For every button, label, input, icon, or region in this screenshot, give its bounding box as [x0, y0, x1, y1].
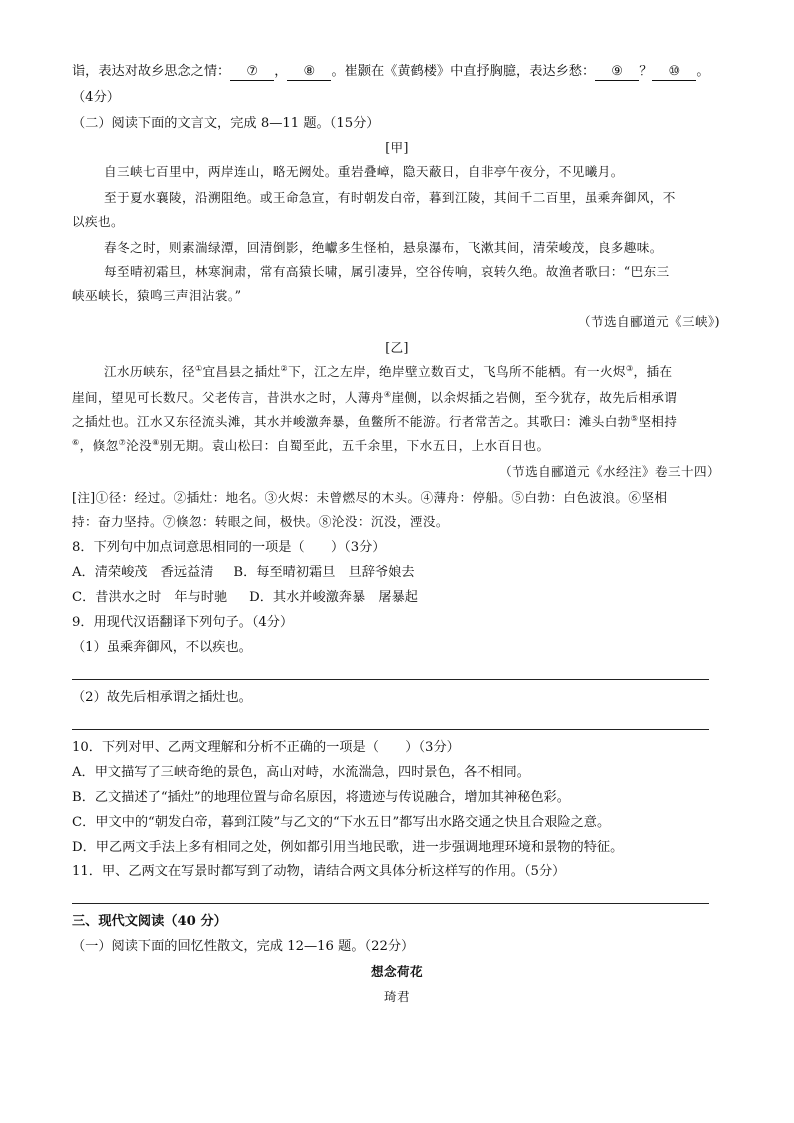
- passage-yi-line1: [104, 362, 673, 382]
- answer-blank-8[interactable]: ⑧: [287, 63, 331, 81]
- option-d[interactable]: D．甲乙两文手法上多有相同之处，例如都引用当地民歌，进一步强调地理环境和景物的特征。: [72, 840, 624, 855]
- separator: ，: [274, 64, 288, 79]
- footnote-marker: ⑥: [72, 437, 80, 447]
- option-a[interactable]: A．清荣峻茂 香远益清: [72, 565, 214, 580]
- text: 崖侧，以余烬插之岩侧，至今犹存，故先后相承谓: [391, 390, 678, 405]
- option-c[interactable]: C．甲文中的“朝发白帝，暮到江陵”与乙文的“下水五日”都写出水路交通之快且合艰险之意。: [72, 815, 611, 830]
- footnote-marker: ①: [194, 363, 203, 373]
- passage-jia-p2: 至于夏水襄陵，沿溯阻绝。或王命急宣，有时朝发白帝，暮到江陵，其间千二百里，虽乘奔御风，不: [104, 190, 676, 205]
- text: 之插灶也。江水又东径流头滩，其水并峻激奔暴，鱼鳖所不能游。行者常苦之。其歌曰：滩头白勃: [72, 414, 631, 429]
- question-9-sentence-1: （1）虽乘奔御风，不以疾也。: [72, 640, 252, 655]
- passage-yi-source: （节选自郦道元《水经注》卷三十四）: [499, 464, 720, 479]
- answer-blank-7[interactable]: ⑦: [230, 63, 274, 81]
- fill-text: 诣，表达对故乡思念之情：: [72, 64, 231, 79]
- section3-heading: 三、现代文阅读（40 分）: [72, 914, 227, 929]
- text: ，倏忽: [79, 438, 119, 453]
- text: 江水历峡东，径: [104, 364, 195, 379]
- option-a[interactable]: A．甲文描写了三峡奇绝的景色，高山对峙，水流湍急，四时景色，各不相同。: [72, 765, 530, 780]
- passage-jia-source: （节选自郦道元《三峡》): [578, 314, 720, 329]
- text: 别无期。袁山松曰：自蜀至此，五千余里，下水五日，上水百日也。: [159, 438, 550, 453]
- passage-yi-line4: [72, 436, 550, 456]
- question-9-sentence-2: （2）故先后相承谓之插灶也。: [72, 690, 252, 705]
- question-8-options-row2: [72, 588, 418, 608]
- text: 坚相持: [638, 414, 678, 429]
- annotation-note-cont: 持：奋力坚持。⑦倏忽：转眼之间，极快。⑧沦没：沉没，湮没。: [72, 514, 449, 529]
- passage-jia-label: [甲]: [385, 140, 409, 155]
- passage-jia-p1: 自三峡七百里中，两岸连山，略无阙处。重岩叠嶂，隐天蔽日，自非亭午夜分，不见曦月。: [104, 164, 624, 179]
- passage-jia-p4-cont: 峡巫峡长，猿鸣三声泪沾裳。”: [72, 288, 242, 303]
- footnote-marker: ⑧: [152, 437, 160, 447]
- passage-yi-line3: [72, 412, 677, 432]
- essay-author: 琦君: [384, 989, 410, 1004]
- option-b[interactable]: B．乙文描述了“插灶”的地理位置与命名原因，将遗迹与传说融合，增加其神秘色彩。: [72, 790, 570, 805]
- answer-blank-10[interactable]: ⑩: [652, 63, 696, 81]
- fill-blank-line: [72, 62, 710, 82]
- footnote-marker: ②: [280, 363, 289, 373]
- passage-yi-line2: [72, 388, 677, 408]
- annotation-note: [注]①径：经过。②插灶：地名。③火烬：未曾燃尽的木头。④薄舟：停船。⑤白勃：白色波浪。⑥坚相: [72, 490, 668, 505]
- question-11-stem: 11．甲、乙两文在写景时都写到了动物，请结合两文具体分析这样写的作用。（5分）: [72, 864, 566, 879]
- section2-heading: （二）阅读下面的文言文，完成 8—11 题。（15分）: [72, 116, 380, 131]
- section3-subheading: （一）阅读下面的回忆性散文，完成 12—16 题。（22分）: [72, 939, 415, 954]
- separator: 。: [696, 64, 710, 79]
- text: 崖间，望见可长数尺。父老传言，昔洪水之时，人薄舟: [72, 390, 384, 405]
- option-c[interactable]: C．昔洪水之时 年与时驰: [72, 590, 228, 605]
- footnote-marker: ⑤: [630, 413, 639, 423]
- passage-yi-label: [乙]: [385, 340, 409, 355]
- passage-jia-p4: 每至晴初霜旦，林寒涧肃，常有高猿长啸，属引凄异，空谷传响，哀转久绝。故渔者歌曰：“巴东三: [104, 264, 670, 279]
- essay-title: 想念荷花: [371, 964, 423, 979]
- footnote-marker: ④: [383, 389, 392, 399]
- answer-line-9-2[interactable]: [72, 729, 709, 730]
- passage-jia-p2-cont: 以疾也。: [72, 214, 124, 229]
- answer-line-11[interactable]: [72, 903, 709, 904]
- score-note: （4分）: [72, 90, 120, 105]
- text: 下，江之左岸，绝岸壁立数百丈，飞鸟所不能栖。有一火烬: [288, 364, 626, 379]
- option-b[interactable]: B．每至晴初霜旦 旦辞爷娘去: [233, 565, 415, 580]
- passage-jia-p3: 春冬之时，则素湍绿潭，回清倒影，绝巘多生怪柏，悬泉瀑布，飞漱其间，清荣峻茂，良多趣味。: [104, 240, 663, 255]
- footnote-marker: ③: [625, 363, 634, 373]
- answer-blank-9[interactable]: ⑨: [595, 63, 639, 81]
- question-8-options-row1: [72, 563, 415, 583]
- text: ，插在: [633, 364, 673, 379]
- option-d[interactable]: D．其水并峻激奔暴 屠暴起: [249, 590, 418, 605]
- fill-text: 。崔颢在《黄鹤楼》中直抒胸臆，表达乡愁：: [331, 64, 596, 79]
- footnote-marker: ⑦: [118, 437, 127, 447]
- text: 沦没: [126, 438, 153, 453]
- text: 宜昌县之插灶: [202, 364, 281, 379]
- separator: ？: [639, 64, 653, 79]
- question-10-stem: 10．下列对甲、乙两文理解和分析不正确的一项是（ ）（3分）: [72, 740, 460, 755]
- question-9-stem: 9．用现代汉语翻译下列句子。（4分）: [72, 615, 294, 630]
- answer-line-9-1[interactable]: [72, 679, 709, 680]
- question-8-stem: 8．下列句中加点词意思相同的一项是（ ）（3分）: [72, 540, 386, 555]
